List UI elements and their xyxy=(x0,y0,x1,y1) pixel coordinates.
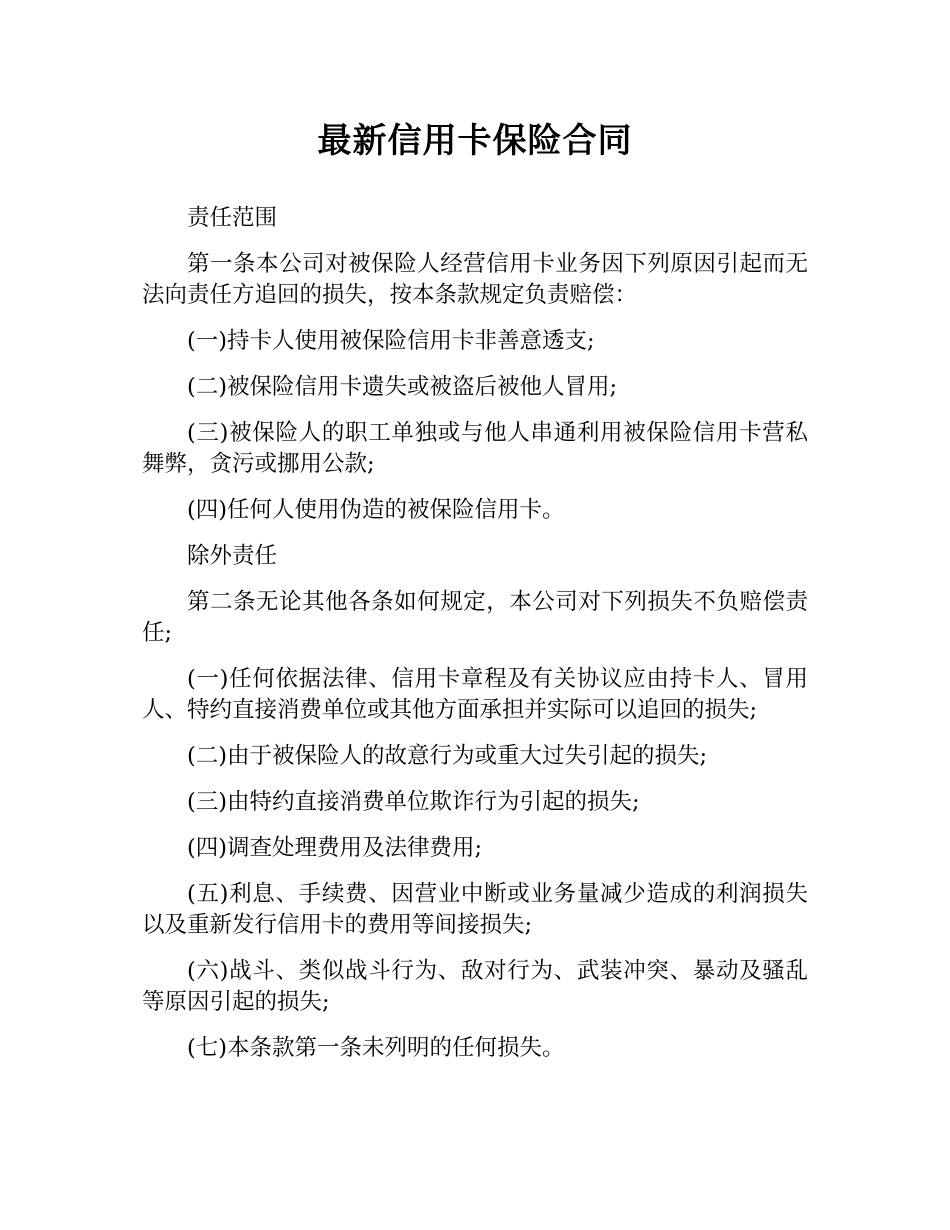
document-body xyxy=(142,203,808,1079)
clause-2-item-7: (七)本条款第一条未列明的任何损失。 xyxy=(187,1035,565,1061)
clause-2-item-5: (五)利息、手续费、因营业中断或业务量减少造成的利润损失以及重新发行信用卡的费用等间接损失; xyxy=(142,881,808,938)
clause-2-item-3: (三)由特约直接消费单位欺诈行为引起的损失; xyxy=(187,789,640,815)
clause-2-item-6: (六)战斗、类似战斗行为、敌对行为、武装冲突、暴动及骚乱等原因引起的损失; xyxy=(142,958,808,1015)
clause-1-item-4: (四)任何人使用伪造的被保险信用卡。 xyxy=(187,497,565,523)
clause-1-item-2: (二)被保险信用卡遗失或被盗后被他人冒用; xyxy=(187,374,618,400)
clause-1: 第一条本公司对被保险人经营信用卡业务因下列原因引起而无法向责任方追回的损失，按本条款规定负责赔偿： xyxy=(142,251,808,308)
section-heading-exclusions: 除外责任 xyxy=(187,543,278,569)
document-title: 最新信用卡保险合同 xyxy=(317,121,633,161)
clause-1-item-1: (一)持卡人使用被保险信用卡非善意透支; xyxy=(187,328,595,354)
clause-1-item-3: (三)被保险人的职工单独或与他人串通利用被保险信用卡营私舞弊，贪污或挪用公款; xyxy=(142,420,808,477)
clause-2-item-2: (二)由于被保险人的故意行为或重大过失引起的损失; xyxy=(187,743,708,769)
section-heading-scope: 责任范围 xyxy=(187,205,278,231)
clause-2-item-1: (一)任何依据法律、信用卡章程及有关协议应由持卡人、冒用人、特约直接消费单位或其他方面承担并实际可以追回的损失; xyxy=(142,666,808,723)
clause-2-item-4: (四)调查处理费用及法律费用; xyxy=(187,835,483,861)
clause-2: 第二条无论其他各条如何规定，本公司对下列损失不负赔偿责任; xyxy=(142,589,808,646)
